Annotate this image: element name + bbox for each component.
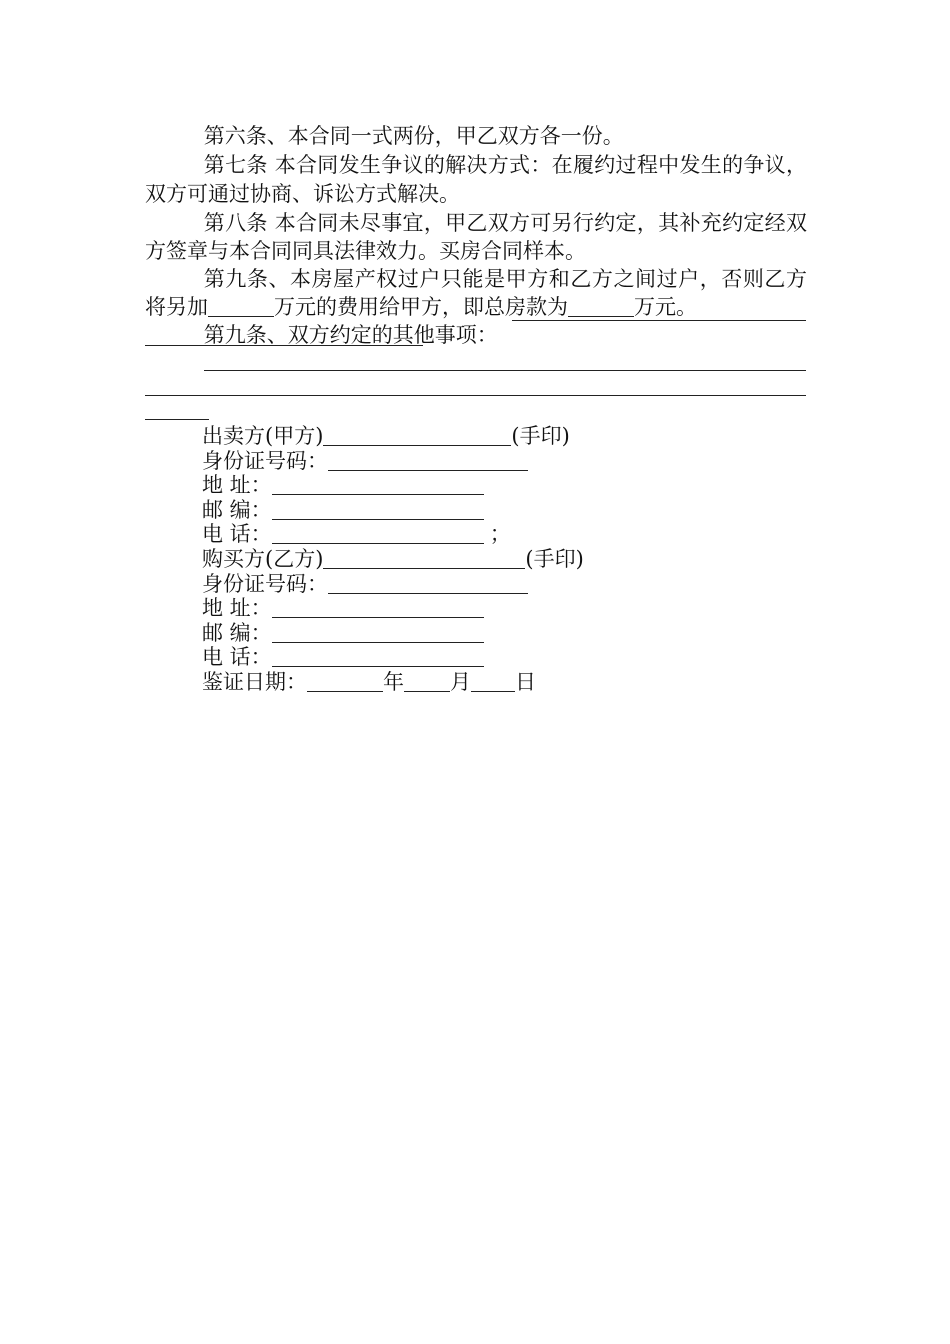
seller-postcode-blank bbox=[272, 501, 484, 520]
notarize-date-row bbox=[202, 670, 584, 695]
buyer-id-row bbox=[202, 572, 584, 597]
buyer-postcode-blank bbox=[272, 624, 484, 643]
seller-phone-label: 电 话： bbox=[202, 522, 272, 547]
clause-8: 第八条 本合同未尽事宜，甲乙双方可另行约定，其补充约定经双方签章与本合同同具法律效力。买房合同样本。 bbox=[145, 211, 807, 263]
other-matters-line-2 bbox=[145, 345, 423, 346]
clause-6: 第六条、本合同一式两份，甲乙双方各一份。 bbox=[203, 124, 624, 148]
buyer-id-blank bbox=[328, 575, 528, 594]
seller-id-label: 身份证号码： bbox=[202, 448, 328, 473]
seller-phone-suffix: ； bbox=[489, 522, 511, 547]
date-label: 鉴证日期： bbox=[202, 669, 307, 694]
other-matters-line-3 bbox=[204, 370, 806, 371]
extra-fee-blank bbox=[208, 298, 274, 317]
buyer-address-blank bbox=[272, 599, 484, 618]
date-day-blank bbox=[471, 673, 515, 692]
date-day-label: 日 bbox=[515, 669, 536, 694]
seller-title-row bbox=[202, 424, 584, 449]
seller-title: 出卖方(甲方) bbox=[202, 424, 324, 448]
clause-9b-label: 第九条、双方约定的其他事项： bbox=[203, 323, 498, 347]
seller-id-row bbox=[202, 449, 584, 474]
date-month-blank bbox=[404, 673, 450, 692]
buyer-address-label: 地 址： bbox=[202, 596, 272, 621]
seller-name-blank bbox=[323, 427, 511, 446]
buyer-id-label: 身份证号码： bbox=[202, 571, 328, 596]
seller-postcode-label: 邮 编： bbox=[202, 497, 272, 522]
seller-address-blank bbox=[272, 476, 484, 495]
clause-9-text-1: 第九条、本房屋产权过户只能是甲方和乙方之间过户，否则乙方将另加 bbox=[145, 267, 807, 319]
other-matters-line-4 bbox=[145, 395, 806, 396]
other-matters-line-1 bbox=[512, 320, 806, 321]
clause-9 bbox=[145, 265, 807, 321]
seller-id-blank bbox=[328, 452, 528, 471]
seller-phone-row bbox=[202, 522, 584, 547]
total-price-blank bbox=[568, 298, 634, 317]
buyer-seal: (手印) bbox=[525, 546, 584, 571]
seller-phone-blank bbox=[272, 525, 484, 544]
contract-clauses bbox=[145, 122, 807, 349]
buyer-address-row bbox=[202, 596, 584, 621]
seller-address-row bbox=[202, 473, 584, 498]
date-year-label: 年 bbox=[383, 669, 404, 694]
buyer-phone-row bbox=[202, 645, 584, 670]
date-month-label: 月 bbox=[450, 669, 471, 694]
buyer-title-row bbox=[202, 547, 584, 572]
buyer-postcode-label: 邮 编： bbox=[202, 620, 272, 645]
date-year-blank bbox=[307, 673, 383, 692]
clause-9-text-2: 万元的费用给甲方，即总房款为 bbox=[274, 295, 568, 319]
buyer-phone-label: 电 话： bbox=[202, 645, 272, 670]
other-matters-line-5 bbox=[145, 419, 209, 420]
seller-postcode-row bbox=[202, 498, 584, 523]
buyer-name-blank bbox=[323, 550, 525, 569]
buyer-postcode-row bbox=[202, 621, 584, 646]
buyer-title: 购买方(乙方) bbox=[202, 546, 324, 571]
seller-address-label: 地 址： bbox=[202, 473, 272, 498]
buyer-phone-blank bbox=[272, 648, 484, 667]
clause-7: 第七条 本合同发生争议的解决方式：在履约过程中发生的争议，双方可通过协商、诉讼方式解决。 bbox=[145, 153, 807, 206]
signature-block bbox=[202, 424, 584, 695]
seller-seal: (手印) bbox=[511, 424, 570, 448]
clause-9-text-3: 万元。 bbox=[634, 295, 697, 319]
